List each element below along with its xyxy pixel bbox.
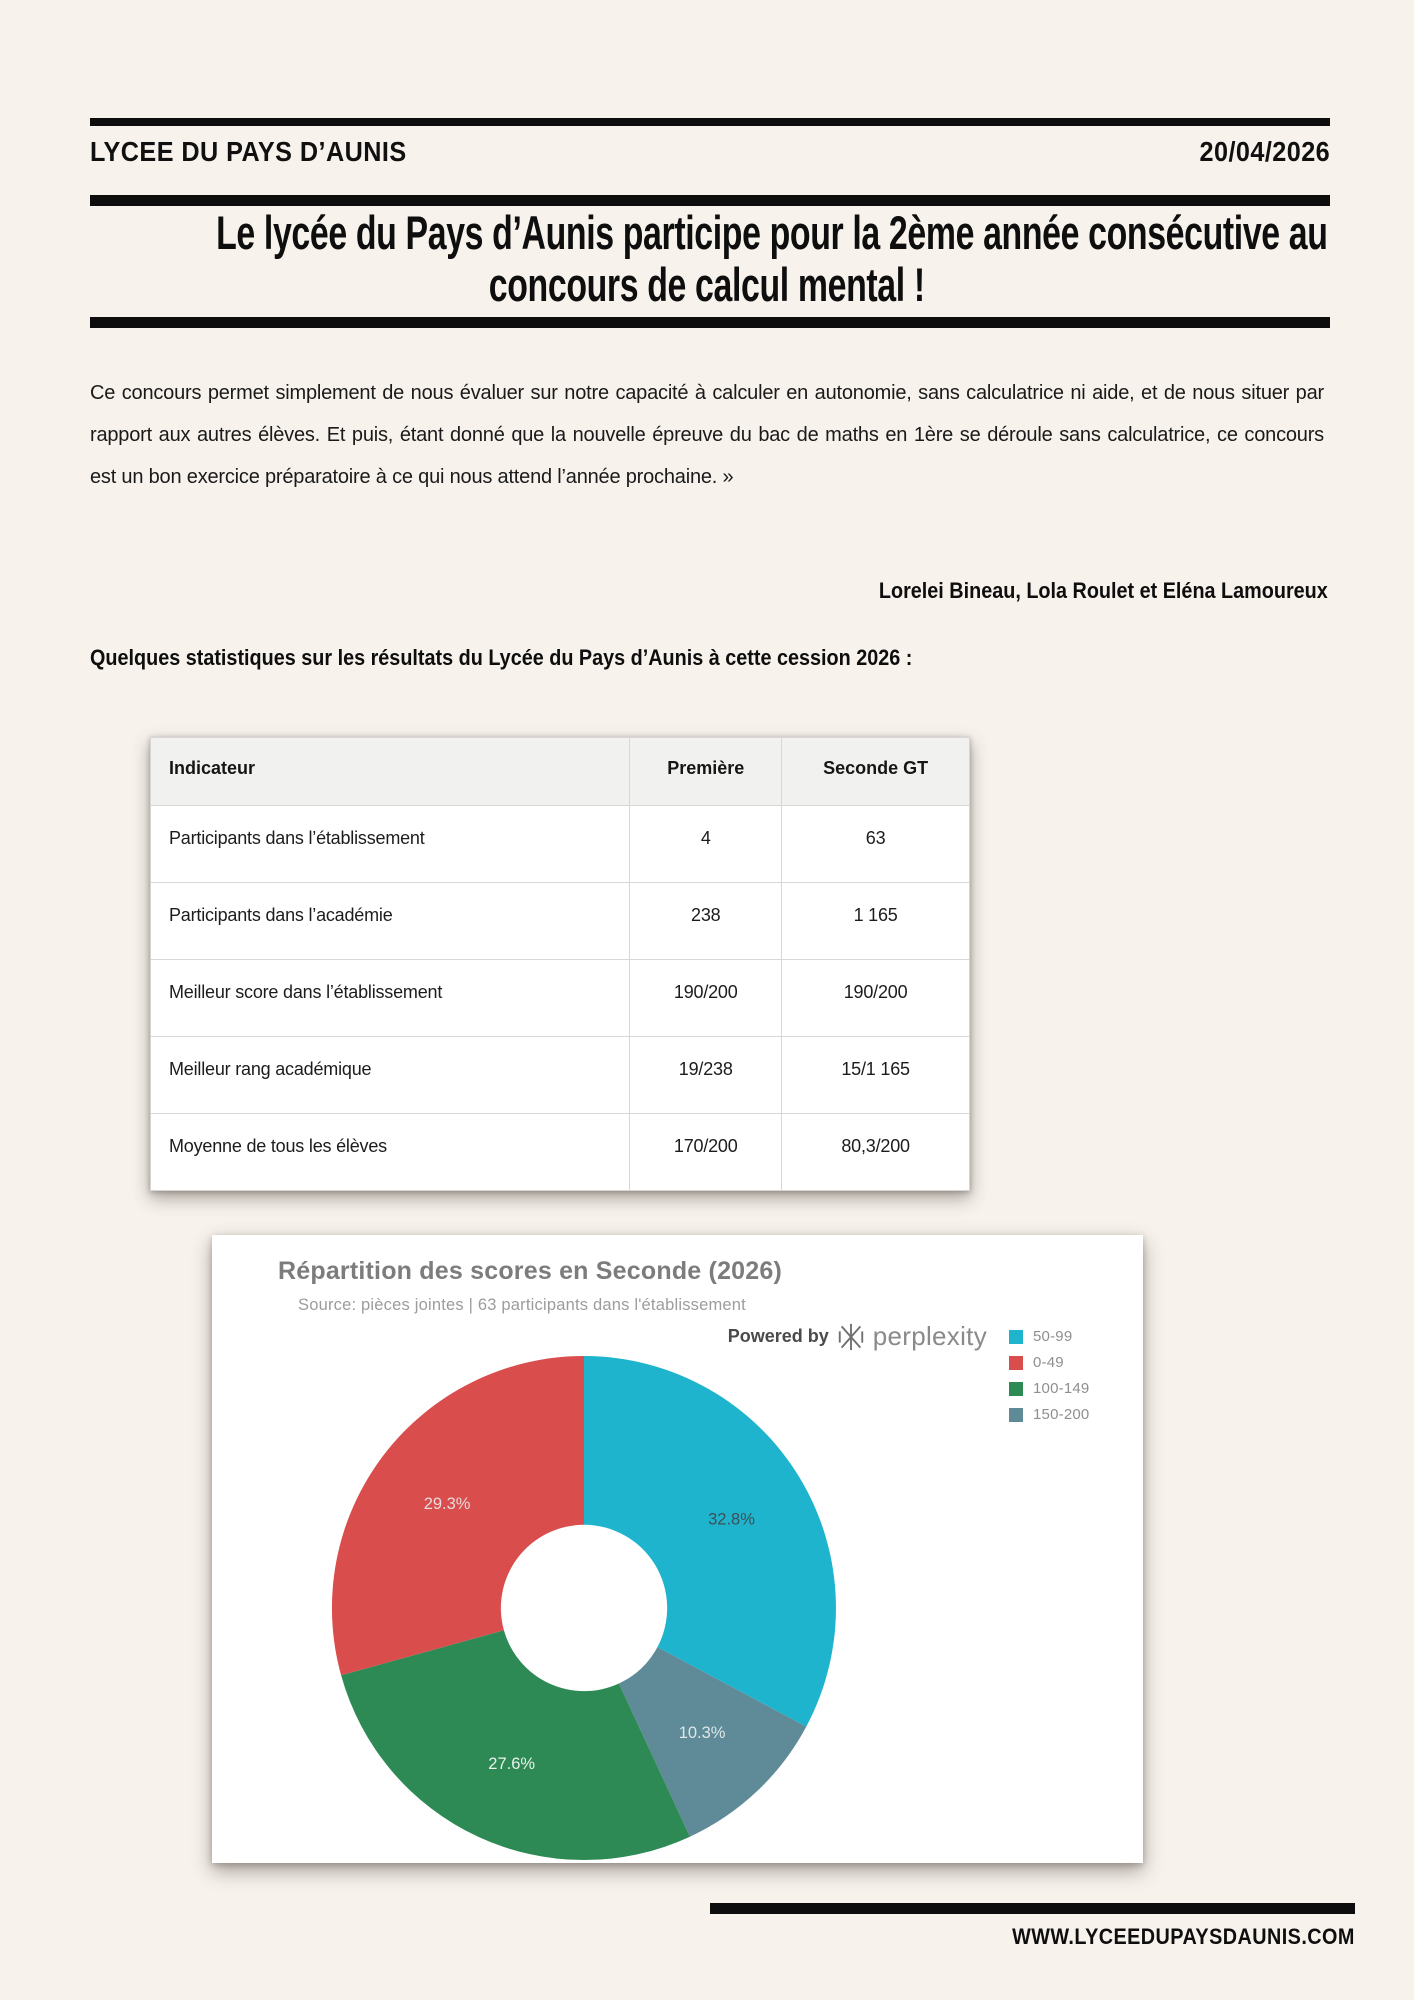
slice-percent-label: 10.3% (678, 1724, 726, 1742)
stats-table-body (151, 806, 970, 1191)
slice-percent-label: 27.6% (488, 1755, 536, 1774)
indicator-cell: Meilleur rang académique (151, 1037, 630, 1114)
legend-label: 50-99 (1033, 1328, 1073, 1345)
footer-rule (710, 1903, 1355, 1914)
headline-line-1: Le lycée du Pays d’Aunis participe pour la 2ème année consécutive au (216, 206, 1328, 259)
value-cell: 15/1 165 (782, 1037, 970, 1114)
chart-subtitle: Source: pièces jointes | 63 participants dans l'établissement (298, 1296, 746, 1314)
value-cell: 190/200 (782, 960, 970, 1037)
value-cell: 19/238 (630, 1037, 782, 1114)
chart-card (212, 1235, 1143, 1863)
value-cell: 4 (630, 806, 782, 883)
column-header: Seconde GT (782, 738, 970, 806)
column-header: Première (630, 738, 782, 806)
top-rule (90, 118, 1330, 126)
value-cell: 1 165 (782, 883, 970, 960)
table-row (151, 1114, 970, 1191)
column-header: Indicateur (151, 738, 630, 806)
headline-line-2: concours de calcul mental ! (489, 258, 925, 311)
website-url: WWW.LYCEEDUPAYSDAUNIS.COM (1012, 1924, 1355, 1949)
headline-rule (90, 317, 1330, 328)
attribution: Lorelei Bineau, Lola Roulet et Eléna Lamoureux (879, 578, 1328, 603)
indicator-cell: Participants dans l’académie (151, 883, 630, 960)
legend-label: 100-149 (1033, 1380, 1090, 1397)
masthead (90, 136, 1330, 168)
value-cell: 238 (630, 883, 782, 960)
issue-date: 20/04/2026 (1199, 136, 1330, 167)
indicator-cell: Participants dans l’établissement (151, 806, 630, 883)
donut-slice-100-149 (341, 1630, 690, 1860)
value-cell: 170/200 (630, 1114, 782, 1191)
headline (0, 207, 1414, 311)
stats-heading: Quelques statistiques sur les résultats du Lycée du Pays d’Aunis à cette cession 2026 : (90, 645, 913, 670)
indicator-cell: Moyenne de tous les élèves (151, 1114, 630, 1191)
donut-slice-50-99 (584, 1356, 836, 1727)
value-cell: 190/200 (630, 960, 782, 1037)
slice-percent-label: 32.8% (708, 1510, 755, 1529)
masthead-rule (90, 195, 1330, 206)
indicator-cell: Meilleur score dans l’établissement (151, 960, 630, 1037)
table-row (151, 883, 970, 960)
donut-chart (212, 1235, 1143, 1863)
stats-table (150, 737, 970, 1191)
powered-by-label: Powered by (727, 1326, 829, 1346)
slice-percent-label: 29.3% (423, 1494, 471, 1513)
school-name: LYCEE DU PAYS D’AUNIS (90, 136, 407, 167)
value-cell: 63 (782, 806, 970, 883)
stats-table-header (151, 738, 970, 806)
legend-label: 150-200 (1033, 1406, 1090, 1423)
legend-label: 0-49 (1033, 1354, 1064, 1371)
table-row (151, 1037, 970, 1114)
value-cell: 80,3/200 (782, 1114, 970, 1191)
article-paragraph: Ce concours permet simplement de nous évaluer sur notre capacité à calculer en autonomie, sans calculatrice ni aide, et de nous situer par rapport aux autres élèves. Et puis, étant donné que la nouvelle épreuve du bac de maths en 1ère se déroule sans calculatrice, ce concours est un bon exercice préparatoire à ce qui nous attend l’année prochaine. » (90, 382, 1324, 488)
table-row (151, 960, 970, 1037)
table-row (151, 806, 970, 883)
chart-title: Répartition des scores en Seconde (2026) (278, 1257, 783, 1285)
donut-slice-0-49 (332, 1356, 584, 1675)
perplexity-wordmark: perplexity (872, 1321, 987, 1351)
